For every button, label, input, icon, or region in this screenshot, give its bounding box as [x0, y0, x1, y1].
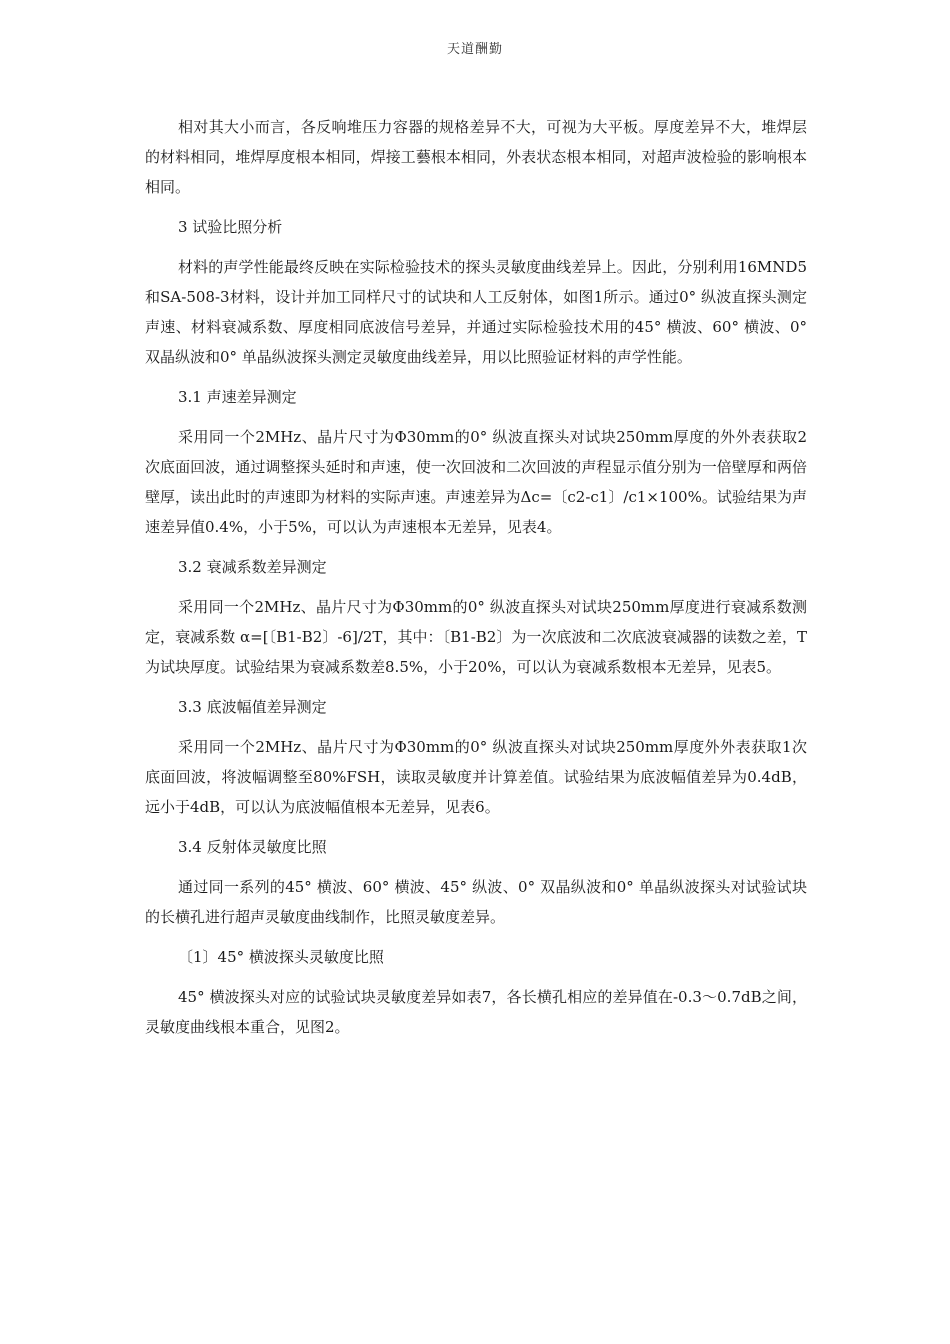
paragraph-reactor-vessel: 相对其大小而言，各反响堆压力容器的规格差异不大，可视为大平板。厚度差异不大，堆焊层的材料相同，堆焊厚度根本相同，焊接工藝根本相同，外表状态根本相同，对超声波检验的影响根本相同。	[145, 118, 807, 196]
paragraph-acoustic-performance: 材料的声学性能最终反映在实际检验技术的探头灵敏度曲线差异上。因此，分别利用16MND5和SA-508-3材料，设计并加工同样尺寸的试块和人工反射体，如图1所示。通过0° 纵波直探头测定声速、材料衰减系数、厚度相同底波信号差异，并通过实际检验技术用的45° 横波、60° 横波、0° 双晶纵波和0° 单晶纵波探头测定灵敏度曲线差异，用以比照验证材料的声学性能。	[145, 258, 807, 366]
paragraph-attenuation: 采用同一个2MHz、晶片尺寸为Φ30mm的0° 纵波直探头对试块250mm厚度进行衰减系数测定，衰减系数 α=[〔B1-B2〕-6]/2T，其中：〔B1-B2〕为一次底波和二次底波衰减器的读数之差，T为试块厚度。试验结果为衰减系数差8.5%，小于20%，可以认为衰减系数根本无差异，见表5。	[145, 598, 807, 676]
page-header: 天道酬勤	[446, 42, 503, 57]
section-heading-3-2: 3.2 衰减系数差异测定	[178, 558, 327, 576]
section-heading-3-1: 3.1 声速差异测定	[178, 388, 297, 406]
paragraph-backwall-amplitude: 采用同一个2MHz、晶片尺寸为Φ30mm的0° 纵波直探头对试块250mm厚度外外表获取1次底面回波，将波幅调整至80%FSH，读取灵敏度并计算差值。试验结果为底波幅值差异为0.4dB，远小于4dB，可以认为底波幅值根本无差异，见表6。	[145, 738, 807, 816]
section-heading-3-4: 3.4 反射体灵敏度比照	[178, 838, 327, 856]
section-heading-3-3: 3.3 底波幅值差异测定	[178, 698, 327, 716]
document-body	[145, 112, 807, 1042]
paragraph-45-shear-result: 45° 横波探头对应的试验试块灵敏度差异如表7，各长横孔相应的差异值在-0.3～0.7dB之间，灵敏度曲线根本重合，见图2。	[145, 988, 807, 1036]
paragraph-reflector-sensitivity: 通过同一系列的45° 横波、60° 横波、45° 纵波、0° 双晶纵波和0° 单晶纵波探头对试验试块的长横孔进行超声灵敏度曲线制作，比照灵敏度差异。	[145, 878, 807, 926]
paragraph-sound-velocity: 采用同一个2MHz、晶片尺寸为Φ30mm的0° 纵波直探头对试块250mm厚度的外外表获取2次底面回波，通过调整探头延时和声速，使一次回波和二次回波的声程显示值分别为一倍壁厚和两倍壁厚，读出此时的声速即为材料的实际声速。声速差异为Δc=〔c2-c1〕/c1×100%。试验结果为声速差异值0.4%，小于5%，可以认为声速根本无差异，见表4。	[145, 428, 807, 536]
section-heading-3: 3 试验比照分析	[178, 218, 283, 236]
subsection-heading-45-shear: 〔1〕45° 横波探头灵敏度比照	[178, 948, 384, 966]
